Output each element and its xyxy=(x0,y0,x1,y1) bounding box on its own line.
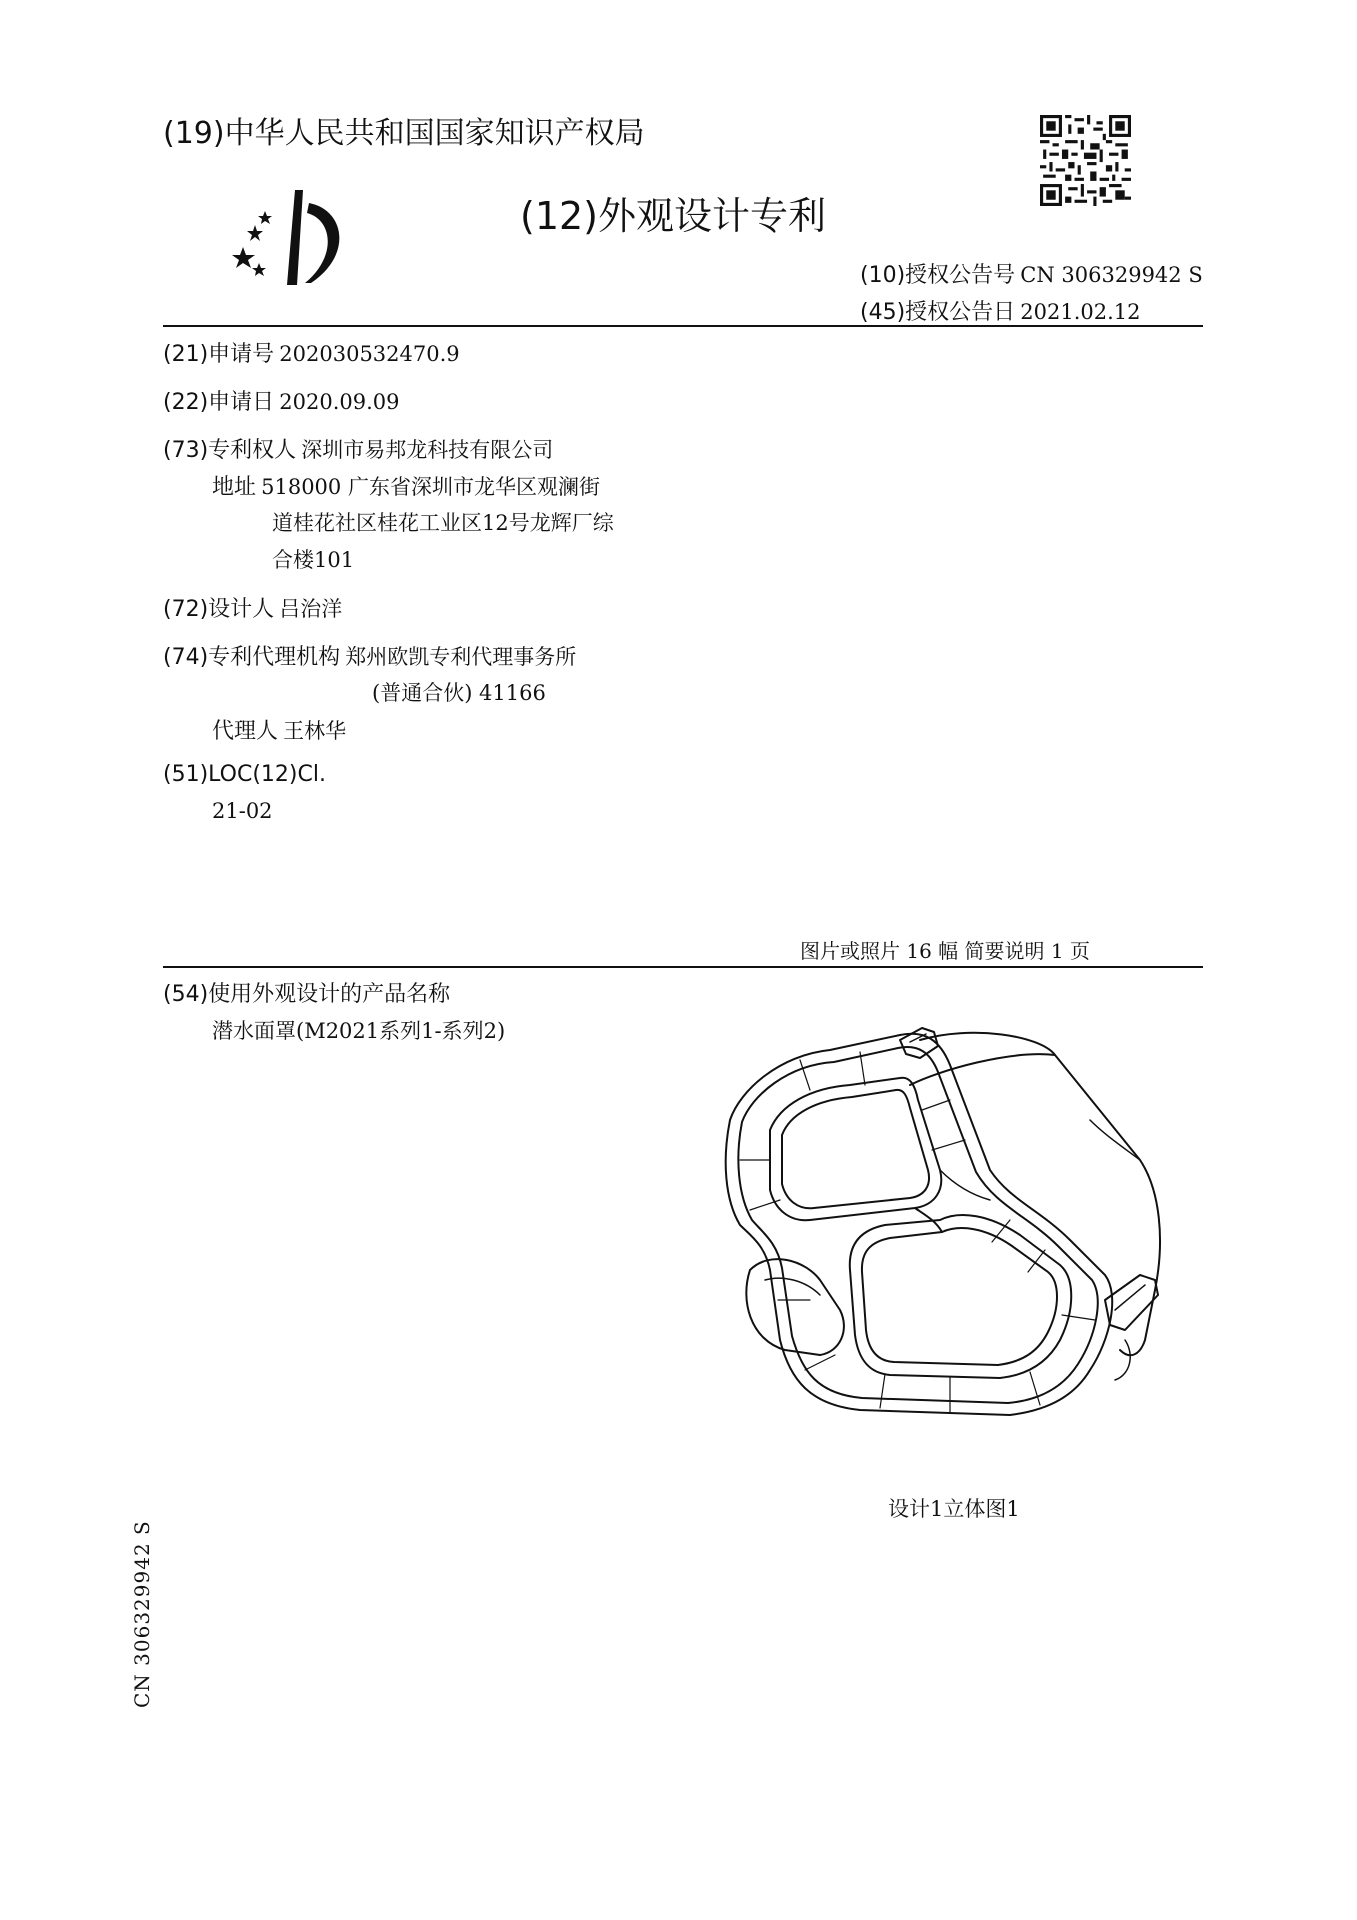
product-name: 潜水面罩(M2021系列1-系列2) xyxy=(212,1019,506,1043)
designer-row xyxy=(163,592,342,623)
filed-date: 2020.09.09 xyxy=(279,390,400,414)
agency-label: 专利代理机构 xyxy=(208,645,341,670)
pub-no-label: 授权公告号 xyxy=(905,263,1016,288)
address-line-2: 道桂花社区桂花工业区12号龙辉厂综 xyxy=(272,511,614,535)
owner-label: 专利权人 xyxy=(208,438,297,463)
figure-caption: 设计1立体图1 xyxy=(888,1497,1020,1521)
pub-no-line xyxy=(860,258,1203,289)
mid-divider xyxy=(163,966,1203,968)
designer: 吕治洋 xyxy=(279,597,343,621)
address-row xyxy=(212,470,600,501)
agency-line-1: 郑州欧凯专利代理事务所 xyxy=(345,645,577,669)
side-publication-id: CN 306329942 S xyxy=(130,1520,154,1708)
app-no: 202030532470.9 xyxy=(279,342,460,366)
pub-no-code: (10) xyxy=(860,263,906,288)
summary-line: 图片或照片 16 幅 简要说明 1 页 xyxy=(800,939,1090,963)
loc-label: LOC(12)Cl. xyxy=(208,762,326,787)
designer-label: 设计人 xyxy=(208,597,275,622)
pub-no: CN 306329942 S xyxy=(1020,263,1203,287)
address-line-1: 518000 广东省深圳市龙华区观澜街 xyxy=(261,475,600,499)
product-row xyxy=(163,977,450,1008)
app-no-row xyxy=(163,337,460,368)
loc-row xyxy=(163,762,326,787)
agent-label: 代理人 xyxy=(212,719,279,744)
address-label: 地址 xyxy=(212,475,257,500)
designer-code: (72) xyxy=(163,597,209,622)
owner: 深圳市易邦龙科技有限公司 xyxy=(301,438,554,462)
loc-code: (51) xyxy=(163,762,209,787)
doc-kind-line xyxy=(520,185,826,240)
diving-mask-drawing xyxy=(710,1010,1210,1465)
filed-row xyxy=(163,385,400,416)
office-name: 中华人民共和国国家知识产权局 xyxy=(224,116,645,151)
agent-row xyxy=(212,714,346,745)
product-label: 使用外观设计的产品名称 xyxy=(208,982,451,1007)
loc-value: 21-02 xyxy=(212,799,273,823)
agent: 王林华 xyxy=(283,719,347,743)
filed-code: (22) xyxy=(163,390,209,415)
pub-date-label: 授权公告日 xyxy=(905,300,1016,325)
owner-row xyxy=(163,433,553,464)
doc-kind-code: (12) xyxy=(520,194,599,238)
app-no-label: 申请号 xyxy=(208,342,275,367)
filed-label: 申请日 xyxy=(208,390,275,415)
cnipa-logo-icon xyxy=(225,185,355,290)
app-no-code: (21) xyxy=(163,342,209,367)
qr-code-icon xyxy=(1040,115,1131,206)
pub-date: 2021.02.12 xyxy=(1020,300,1141,324)
owner-code: (73) xyxy=(163,438,209,463)
agency-code: (74) xyxy=(163,645,209,670)
agency-line-2: (普通合伙) 41166 xyxy=(372,681,546,705)
pub-date-code: (45) xyxy=(860,300,906,325)
office-code: (19) xyxy=(163,116,225,151)
agency-row xyxy=(163,640,576,671)
top-divider xyxy=(163,325,1203,327)
pub-date-line xyxy=(860,295,1141,326)
product-code: (54) xyxy=(163,982,209,1007)
address-line-3: 合楼101 xyxy=(272,548,355,572)
office-line xyxy=(163,108,645,152)
doc-kind: 外观设计专利 xyxy=(598,194,827,238)
